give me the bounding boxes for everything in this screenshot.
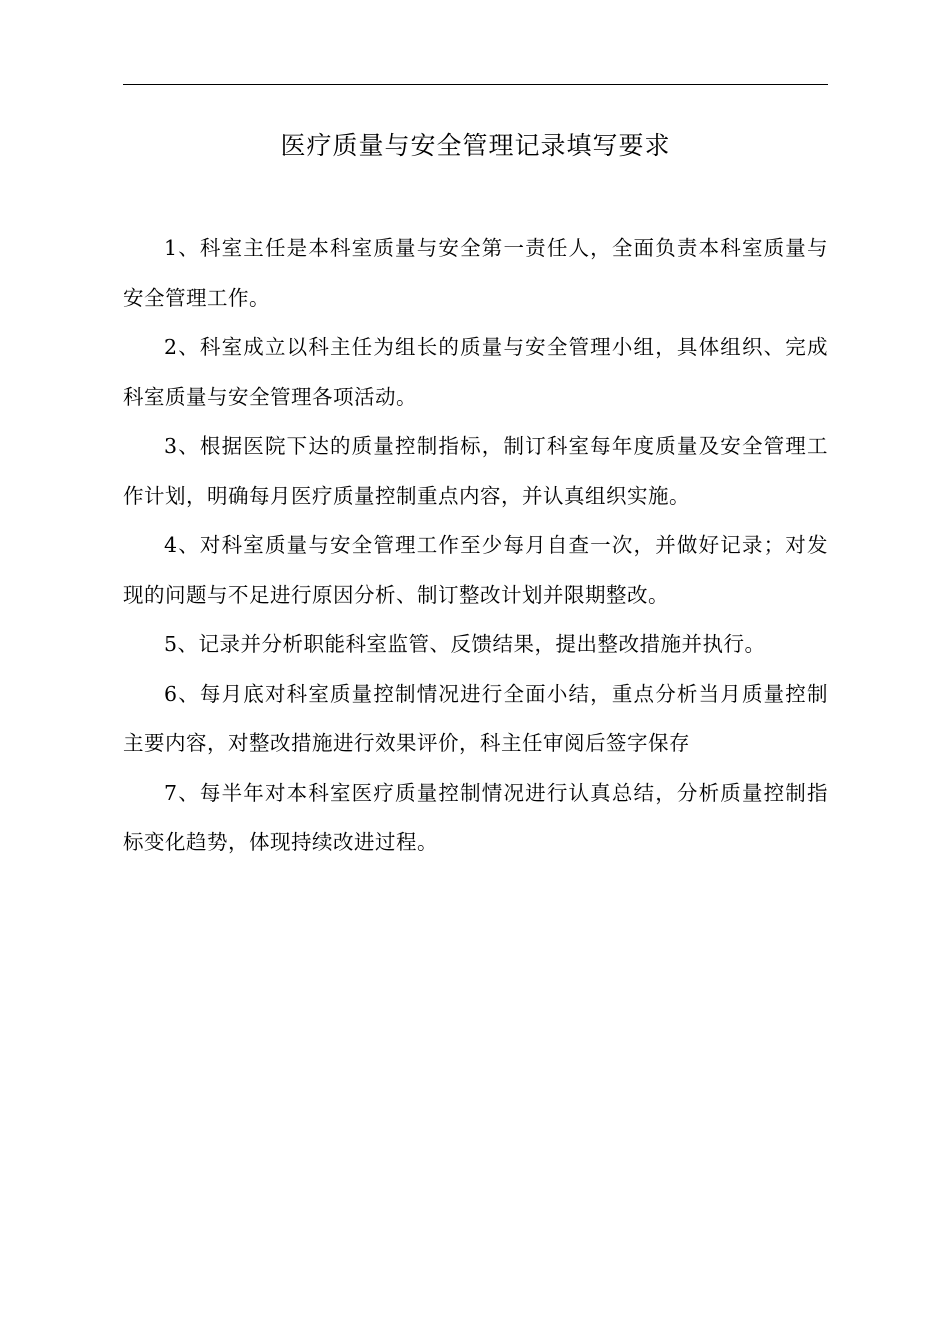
requirement-item-2: 2、科室成立以科主任为组长的质量与安全管理小组，具体组织、完成科室质量与安全管理各项活动。: [123, 335, 828, 409]
header-rule: [123, 84, 828, 85]
document-body: [123, 224, 828, 868]
requirement-item-4: 4、对科室质量与安全管理工作至少每月自查一次，并做好记录；对发现的问题与不足进行原因分析、制订整改计划并限期整改。: [123, 533, 828, 607]
requirement-item-6: 6、每月底对科室质量控制情况进行全面小结，重点分析当月质量控制主要内容，对整改措施进行效果评价，科主任审阅后签字保存: [123, 681, 828, 755]
requirement-item-3: 3、根据医院下达的质量控制指标，制订科室每年度质量及安全管理工作计划，明确每月医疗质量控制重点内容，并认真组织实施。: [123, 434, 828, 508]
requirement-item-7: 7、每半年对本科室医疗质量控制情况进行认真总结，分析质量控制指标变化趋势，体现持续改进过程。: [123, 780, 828, 854]
document-title: 医疗质量与安全管理记录填写要求: [280, 131, 671, 160]
requirement-item-5: 5、记录并分析职能科室监管、反馈结果，提出整改措施并执行。: [164, 632, 766, 656]
requirement-item-1: 1、科室主任是本科室质量与安全第一责任人，全面负责本科室质量与安全管理工作。: [123, 236, 828, 310]
